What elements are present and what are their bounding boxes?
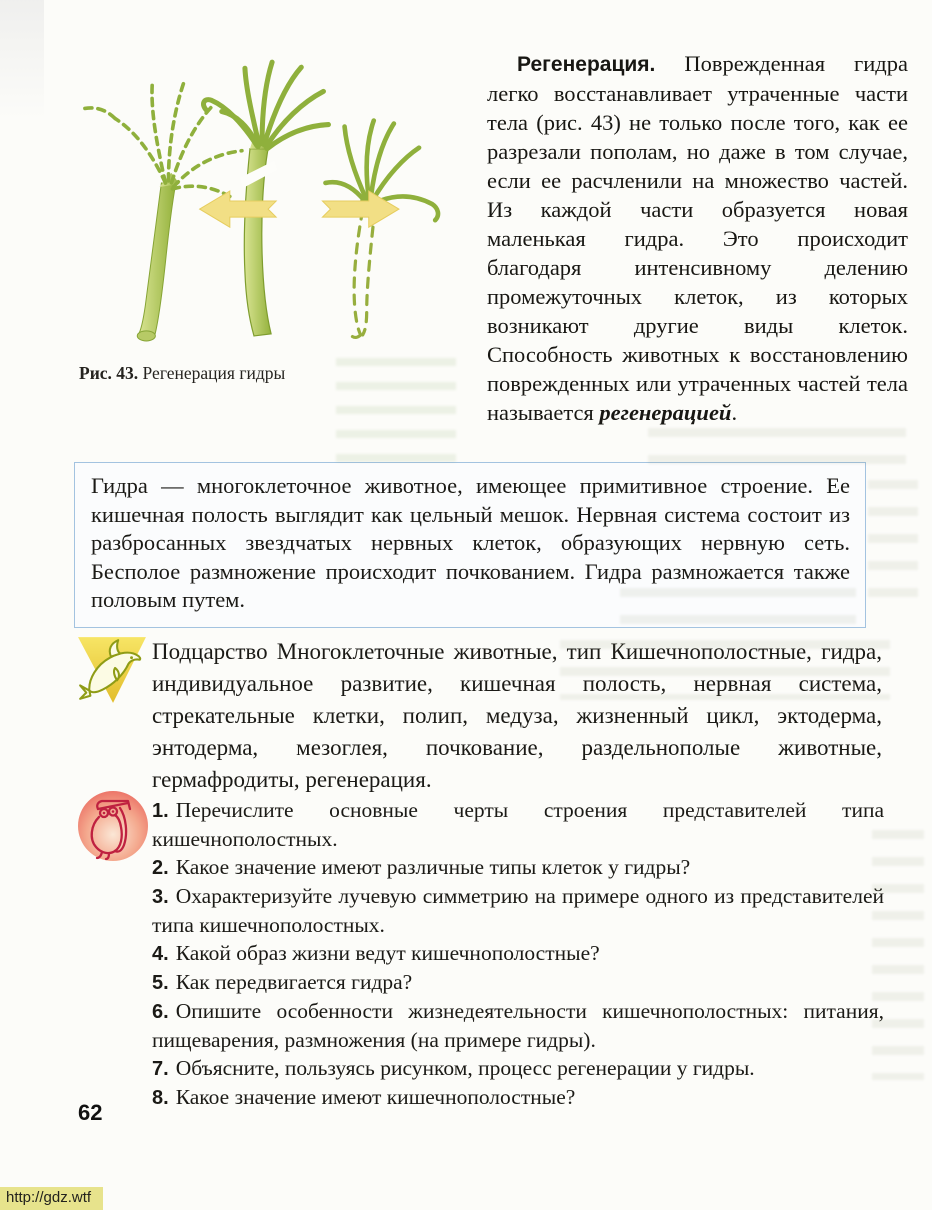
keywords-list: Подцарство Многоклеточные животные, тип Кишечнополостные, гидра, индивидуальное развитие, кишечная полость, нервная система, стрекательные клетки, полип, медуза, жизненный цикл, эктодерма, энтодерма, мезоглея, почкование, раздельнополые животные, гермафродиты, регенерация.: [152, 639, 882, 792]
question-item: [152, 1054, 884, 1083]
question-number: 1.: [152, 800, 169, 822]
question-item: [152, 997, 884, 1054]
arrow-left-icon: [200, 191, 276, 227]
question-item: [152, 968, 884, 997]
question-text: Как передвигается гидра?: [175, 970, 413, 994]
page-number: 62: [78, 1100, 103, 1125]
dolphin-icon: [76, 634, 148, 706]
question-item: [152, 882, 884, 939]
owl-icon: [76, 789, 150, 863]
watermark-url: http://gdz.wtf: [0, 1187, 103, 1210]
hydra-regeneration-figure: [52, 36, 456, 348]
question-text: Какое значение имеют кишечнополостные?: [175, 1085, 576, 1109]
question-item: [152, 939, 884, 968]
figure-caption-label: Рис. 43.: [79, 363, 139, 383]
question-number: 3.: [152, 886, 169, 908]
question-text: Перечислите основные черты строения представителей типа кишечнополостных.: [152, 798, 884, 851]
question-text: Охарактеризуйте лучевую симметрию на примере одного из представителей типа кишечнополостных.: [152, 884, 884, 937]
question-number: 4.: [152, 943, 169, 965]
question-text: Какое значение имеют различные типы клеток у гидры?: [175, 855, 691, 879]
question-text: Опишите особенности жизнедеятельности кишечнополостных: питания, пищеварения, размножения (на примере гидры).: [152, 999, 884, 1052]
paragraph-body: Поврежденная гидра легко восстанавливает утраченные части тела (рис. 43) не только после того, как ее разрезали пополам, но даже в том случае, если ее расчленили на множество частей. Из каждой части образуется новая маленькая гидра. Это происходит благодаря интенсивному делению промежуточных клеток, из которых возникают другие виды клеток. Способность животных к восстановлению поврежденных или утраченных частей тела называется: [487, 51, 908, 425]
question-text: Какой образ жизни ведут кишечнополостные?: [175, 941, 600, 965]
question-number: 8.: [152, 1087, 169, 1109]
questions-list: [152, 796, 884, 1112]
figure-caption-text: Регенерация гидры: [138, 363, 286, 383]
question-item: [152, 853, 884, 882]
paragraph-period: .: [731, 400, 738, 425]
paragraph-term: регенерацией: [599, 400, 732, 425]
bleed-through-artifact: [868, 480, 918, 600]
figure-caption: [79, 363, 459, 384]
question-item: [152, 796, 884, 853]
scan-edge-shading: [0, 0, 44, 120]
hydra-summary-infobox: Гидра — многоклеточное животное, имеющее примитивное строение. Ее кишечная полость выглядит как цельный мешок. Нервная система состоит из разбросанных звездчатых нервных клеток, образующих нервную сеть. Бесполое размножение происходит почкованием. Гидра размножается также половым путем.: [74, 462, 866, 628]
question-number: 5.: [152, 972, 169, 994]
paragraph-lead: Регенерация.: [517, 53, 656, 76]
question-number: 6.: [152, 1001, 169, 1023]
hydra-right-regenerating-body: [325, 121, 438, 338]
question-number: 2.: [152, 857, 169, 879]
regeneration-paragraph: [487, 49, 908, 427]
question-item: [152, 1083, 884, 1112]
question-text: Объясните, пользуясь рисунком, процесс регенерации у гидры.: [175, 1056, 755, 1080]
question-number: 7.: [152, 1058, 169, 1080]
